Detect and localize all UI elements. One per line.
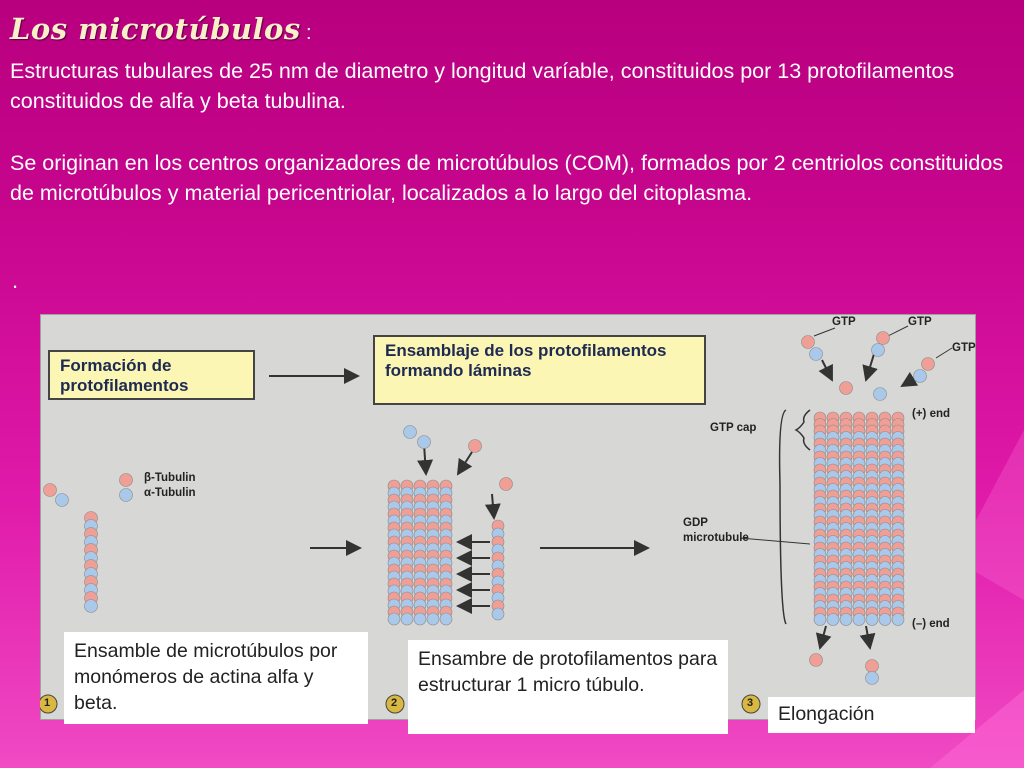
step-number-1: 1 [44, 697, 51, 709]
gtp-dimer-bead [874, 388, 887, 401]
gtp-dimer-bead [810, 348, 823, 361]
tube-bead [840, 614, 852, 626]
label-alpha-tubulin: α-Tubulin [144, 487, 196, 499]
label-gtp-2: GTP [908, 316, 932, 328]
tube-bead [814, 614, 826, 626]
free-beta-tubulin [44, 484, 57, 497]
gtp-dimer-bead [922, 358, 935, 371]
tube-bead [879, 614, 891, 626]
gdp-bracket [780, 410, 786, 624]
tube-bead [827, 614, 839, 626]
box-formacion-protofilamentos: Formación de protofilamentos [48, 350, 255, 400]
label-plus-end: (+) end [912, 408, 951, 420]
box-ensamblaje-laminas: Ensamblaje de los protofilamentos formando láminas [373, 335, 706, 405]
caption-monomer-assembly: Ensamble de microtúbulos por monómeros de actina alfa y beta. [64, 632, 368, 724]
released-dimer-bead [866, 660, 879, 673]
label-gtp-1: GTP [832, 316, 856, 328]
label-beta-tubulin: β-Tubulin [144, 472, 196, 484]
released-dimer-bead [866, 672, 879, 685]
step-number-2: 2 [391, 697, 398, 709]
label-gtp-3: GTP [952, 342, 976, 354]
gtp-dimer-bead [914, 370, 927, 383]
slide-title: Los microtúbulos [10, 12, 301, 46]
incoming-dimer-bead [469, 440, 482, 453]
tube-bead [866, 614, 878, 626]
legend-beta-tubulin [120, 474, 133, 487]
protofilament-bead [85, 600, 98, 613]
label-minus-end: (–) end [912, 618, 950, 630]
sheet-edge-bead [492, 608, 504, 620]
paragraph-origin: Se originan en los centros organizadores de microtúbulos (COM), formados por 2 centriolos constituidos de microtúbulos y material pericentriolar, localizados a lo largo del citoplasma. [10, 151, 1004, 205]
tube-bead [892, 614, 904, 626]
gtp-cap-bracket [796, 410, 810, 450]
sheet-bead [414, 613, 426, 625]
sheet-bead [427, 613, 439, 625]
free-alpha-tubulin [56, 494, 69, 507]
caption-elongation: Elongación [768, 697, 975, 733]
gtp-dimer-bead [802, 336, 815, 349]
incoming-dimer-bead [404, 426, 417, 439]
incoming-dimer-bead [500, 478, 513, 491]
label-gdp-microtubule: GDP microtubule [683, 517, 749, 544]
released-dimer-bead [810, 654, 823, 667]
caption-protofilament-assembly: Ensambre de protofilamentos para estructurar 1 micro túbulo. [408, 640, 728, 734]
title-colon: : [306, 22, 312, 44]
label-gtp-cap: GTP cap [710, 422, 757, 434]
bullet-dot: . [12, 268, 19, 293]
incoming-dimer-bead [418, 436, 431, 449]
gtp-dimer-bead [840, 382, 853, 395]
gtp-dimer-bead [877, 332, 890, 345]
sheet-bead [440, 613, 452, 625]
step-number-3: 3 [747, 697, 754, 709]
sheet-bead [401, 613, 413, 625]
paragraph-structure: Estructuras tubulares de 25 nm de diametro y longitud varíable, constituidos por 13 protofilamentos constituidos de alfa y beta tubulina. [10, 59, 955, 113]
sheet-bead [388, 613, 400, 625]
gtp-dimer-bead [872, 344, 885, 357]
tube-bead [853, 614, 865, 626]
legend-alpha-tubulin [120, 489, 133, 502]
